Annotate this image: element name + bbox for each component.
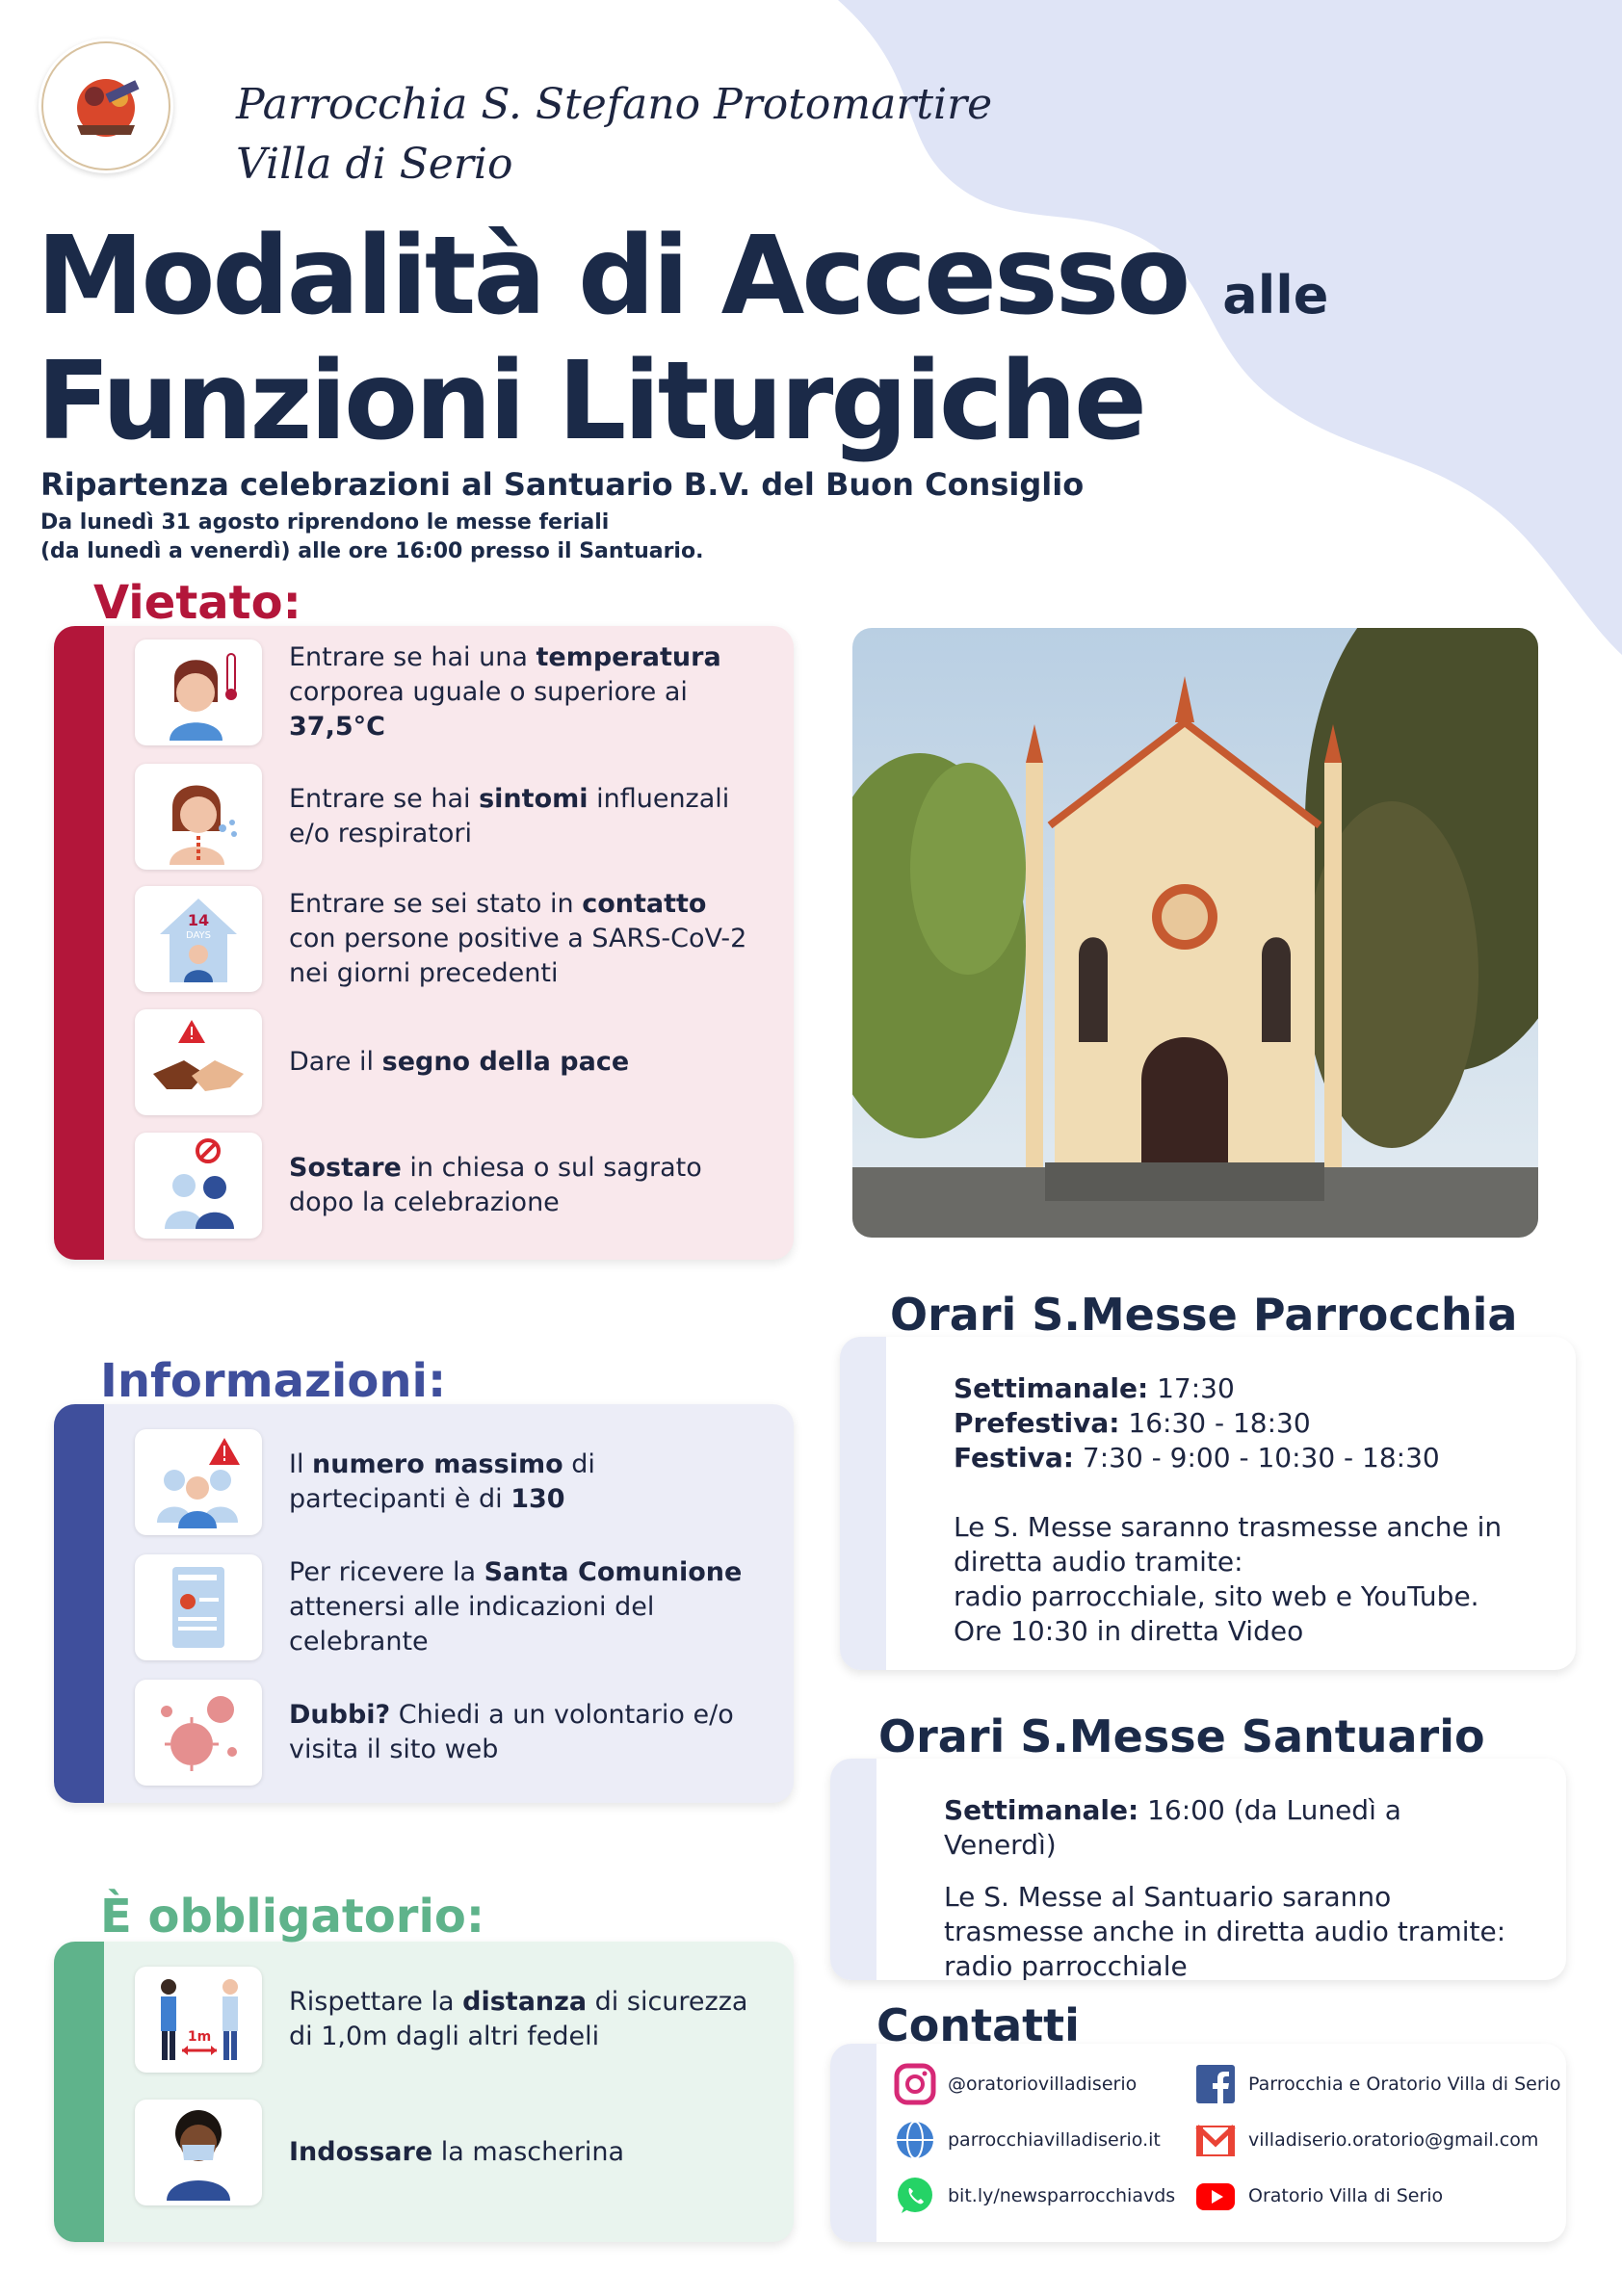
whatsapp-icon xyxy=(894,2175,936,2217)
parrocchia-note1: Le S. Messe saranno trasmesse anche in diretta audio tramite: xyxy=(954,1511,1503,1578)
obbligatorio-title: È obbligatorio: xyxy=(100,1890,485,1944)
vietato-item xyxy=(135,639,751,745)
info-text-0: Il numero massimo di partecipanti è di 130 xyxy=(289,1449,595,1514)
santuario-settimanale-row: Settimanale: 16:00 (da Lunedì a Venerdì) xyxy=(944,1794,1401,1861)
gmail-icon xyxy=(1194,2119,1237,2161)
youtube-contact[interactable] xyxy=(1194,2175,1443,2217)
vietato-text-1: Entrare se hai sintomi influenzali e/o respiratori xyxy=(289,784,730,848)
email-contact[interactable] xyxy=(1194,2119,1538,2161)
cough-icon xyxy=(135,764,262,870)
subtitle-note xyxy=(40,509,703,566)
orari-parrocchia-title: Orari S.Messe Parrocchia xyxy=(890,1289,1518,1341)
instagram-handle[interactable]: @oratoriovilladiserio xyxy=(948,2074,1138,2095)
parrocchia-note2: radio parrocchiale, sito web e YouTube. xyxy=(954,1580,1479,1612)
days-number: 14 xyxy=(187,911,210,929)
info-item xyxy=(135,1680,751,1786)
subtitle: Ripartenza celebrazioni al Santuario B.V. del Buon Consiglio xyxy=(40,466,1085,503)
obblig-item xyxy=(135,1967,751,2073)
globe-icon xyxy=(894,2119,936,2161)
website-url[interactable]: parrocchiavilladiserio.it xyxy=(948,2129,1161,2151)
orari-parrocchia-body xyxy=(954,1371,1531,1649)
facebook-contact[interactable] xyxy=(1194,2063,1561,2105)
parrocchia-note3: Ore 10:30 in diretta Video xyxy=(954,1615,1304,1647)
contatti-bar xyxy=(830,2044,876,2242)
title-small: alle xyxy=(1222,265,1329,326)
whatsapp-contact[interactable] xyxy=(894,2175,1175,2217)
distance-label: 1m xyxy=(187,2029,212,2045)
santuario-note1: Le S. Messe al Santuario saranno trasmesse anche in diretta audio tramite: xyxy=(944,1881,1506,1947)
obblig-bar xyxy=(54,1942,104,2242)
festiva-row: Festiva: 7:30 - 9:00 - 10:30 - 18:30 xyxy=(954,1442,1440,1474)
youtube-channel[interactable]: Oratorio Villa di Serio xyxy=(1248,2185,1444,2206)
parish-line2: Villa di Serio xyxy=(236,140,513,189)
distance-icon xyxy=(135,1967,262,2073)
main-title-line2: Funzioni Liturgiche xyxy=(37,339,1144,464)
website-contact[interactable] xyxy=(894,2119,1161,2161)
info-text-2: Dubbi? Chiedi a un volontario e/o visita il sito web xyxy=(289,1700,734,1764)
info-text-1: Per ricevere la Santa Comunione attenersi alle indicazioni del celebrante xyxy=(289,1557,743,1657)
vietato-item xyxy=(135,764,751,870)
info-item xyxy=(135,1429,751,1535)
vietato-bar xyxy=(54,626,104,1260)
days-label: DAYS xyxy=(185,930,212,941)
orari-santuario-bar xyxy=(830,1759,876,1980)
orari-santuario-card xyxy=(830,1759,1566,1980)
vietato-title: Vietato: xyxy=(93,576,301,630)
note-line1: Da lunedì 31 agosto riprendono le messe feriali xyxy=(40,510,610,535)
obblig-item xyxy=(135,2100,751,2205)
obbligatorio-card xyxy=(54,1942,794,2242)
orari-santuario-body xyxy=(944,1793,1522,1980)
quarantine-house-icon xyxy=(135,886,262,992)
fever-icon xyxy=(135,639,262,745)
info-item xyxy=(135,1554,751,1660)
crowd-warning-icon xyxy=(135,1429,262,1535)
whatsapp-link[interactable]: bit.ly/newsparrocchiavds xyxy=(948,2185,1176,2206)
vietato-text-3: Dare il segno della pace xyxy=(289,1047,630,1077)
info-bar xyxy=(54,1404,104,1803)
virus-icon xyxy=(135,1680,262,1786)
handshake-icon xyxy=(135,1009,262,1115)
orari-parrocchia-bar xyxy=(840,1337,886,1670)
orari-santuario-title: Orari S.Messe Santuario xyxy=(878,1710,1485,1762)
vietato-text-4: Sostare in chiesa o sul sagrato dopo la celebrazione xyxy=(289,1153,702,1217)
title-main: Modalità di Accesso xyxy=(37,214,1189,339)
vietato-item xyxy=(135,1133,751,1239)
obblig-text-0: Rispettare la distanza di sicurezza di 1,0m dagli altri fedeli xyxy=(289,1987,748,2051)
facebook-icon xyxy=(1194,2063,1237,2105)
orari-parrocchia-card xyxy=(840,1337,1576,1670)
santuario-note2: radio parrocchiale xyxy=(944,1950,1188,1980)
vietato-item xyxy=(135,886,751,992)
contatti-card xyxy=(830,2044,1566,2242)
parish-line1: Parrocchia S. Stefano Protomartire xyxy=(236,80,993,129)
facebook-page[interactable]: Parrocchia e Oratorio Villa di Serio xyxy=(1248,2074,1561,2095)
santuario-photo xyxy=(852,628,1538,1238)
obblig-text-1: Indossare la mascherina xyxy=(289,2137,625,2167)
informazioni-card xyxy=(54,1404,794,1803)
settimanale-row: Settimanale: 17:30 xyxy=(954,1372,1235,1404)
no-gathering-icon xyxy=(135,1133,262,1239)
email-address[interactable]: villadiserio.oratorio@gmail.com xyxy=(1248,2129,1539,2151)
instagram-contact[interactable] xyxy=(894,2063,1137,2105)
vietato-item xyxy=(135,1009,751,1115)
prefestiva-row: Prefestiva: 16:30 - 18:30 xyxy=(954,1407,1311,1439)
mask-icon xyxy=(135,2100,262,2205)
document-icon xyxy=(135,1554,262,1660)
contatti-title: Contatti xyxy=(876,1999,1080,2051)
instagram-icon xyxy=(894,2063,936,2105)
vietato-text-2: Entrare se sei stato in contatto con persone positive a SARS-CoV-2 nei giorni precedenti xyxy=(289,889,747,988)
youtube-icon xyxy=(1194,2175,1237,2217)
note-line2: (da lunedì a venerdì) alle ore 16:00 presso il Santuario. xyxy=(40,539,704,563)
informazioni-title: Informazioni: xyxy=(100,1354,447,1408)
oratorio-logo xyxy=(39,39,173,173)
vietato-text-0: Entrare se hai una temperatura corporea uguale o superiore ai 37,5°C xyxy=(289,642,721,742)
parish-name xyxy=(236,75,992,195)
vietato-card xyxy=(54,626,794,1260)
main-title-line1 xyxy=(37,214,1328,358)
